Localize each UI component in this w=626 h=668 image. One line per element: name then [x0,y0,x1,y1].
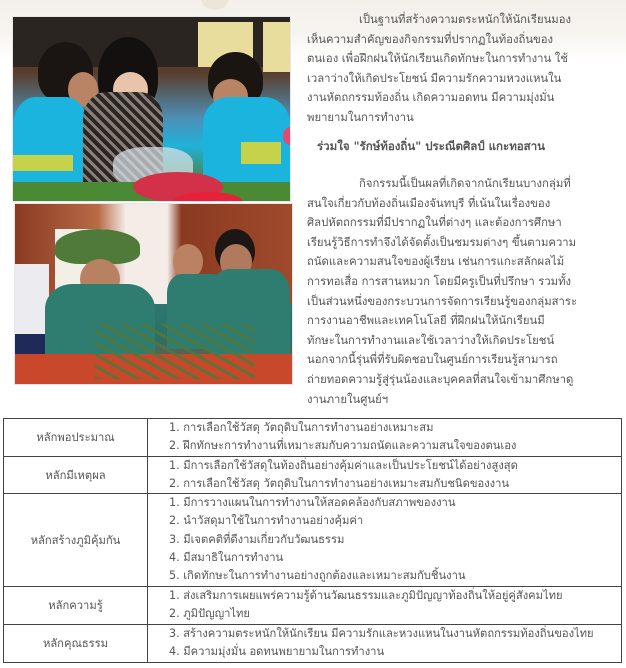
list-item: 1. มีการวางแผนในการทำงานให้สอดคล้องกับสภาพของงาน [169,496,456,510]
body-line: ศิลปหัตถกรรมที่มีปรากฏในที่ต่างๆ และต้องการศึกษา [307,216,562,230]
list-item: 2. การเลือกใช้วัสดุ วัตถุดิบในการทำงานอย่างเหมาะสมกับชนิดของงาน [169,476,510,490]
body-line: การงานอาชีพและเทคโนโลยี ที่ฝึกฝนให้นักเรียนมี [307,314,545,328]
list-item: 1. มีการเลือกใช้วัสดุในท้องถิ่นอย่างคุ้มค่าและเป็นประโยชน์ได้อย่างสูงสุด [169,458,518,472]
table-row [4,624,622,662]
table-row [4,456,622,494]
body-line [307,174,607,194]
list-item: 1. การเลือกใช้วัสดุ วัตถุดิบในการทำงานอย่างเหมาะสม [169,421,434,434]
list-item: 3. สร้างความตระหนักให้นักเรียน มีความรักและหวงแหนในงานหัตถกรรมท้องถิ่นของไทย [169,626,594,640]
intro-line: งานหัตถกรรมท้องถิ่น เกิดความอดทน มีความมุ่งมั่น [307,91,555,105]
body-line: เป็นส่วนหนึ่งของกระบวนการจัดการเรียนรู้ของกลุ่มสาระ [307,294,578,308]
body-line: ถนัดและความสนใจของผู้เรียน เช่นการแกะสลักผลไม้ [307,255,565,269]
intro-line-text: เป็นฐานที่สร้างความตระหนักให้นักเรียนมอง [359,13,572,26]
intro-line [307,10,607,30]
list-item: 3. มีเจตคติที่ดีงามเกี่ยวกับวัฒนธรรม [169,532,345,546]
body-line: การทอเสื่อ การสานหมวก โดยมีครูเป็นที่ปรึกษา รวมทั้ง [307,274,572,288]
body-line: งานภายในศูนย์ฯ [307,392,389,406]
list-item: 2. ฝึกทักษะการทำงานที่เหมาะสมกับความถนัดและความสนใจของตนเอง [169,439,517,453]
table-row [4,419,622,457]
photo-garland-making [12,16,291,202]
body-line: ทักษะในการทำงานและใช้เวลาว่างให้เกิดประโยชน์ [307,333,555,347]
intro-paragraph [307,10,607,128]
body-line-text: กิจกรรมนี้เป็นผลที่เกิดจากนักเรียนบางกลุ่มที่ [359,177,571,190]
sufficiency-principles-table [3,418,622,663]
list-item: 5. เกิดทักษะในการทำงานอย่างถูกต้องและเหมาะสมกับชิ้นงาน [169,569,466,583]
intro-line: พยายามในการทำงาน [307,110,414,124]
table-row [4,494,622,586]
principle-label: หลักความรู้ [4,586,148,624]
principle-label: หลักสร้างภูมิคุ้มกัน [4,494,148,586]
list-item: 1. ส่งเสริมการเผยแพร่ความรู้ด้านวัฒนธรรมและภูมิปัญญาท้องถิ่นให้อยู่คู่สังคมไทย [169,588,563,602]
body-line: นอกจากนี้รุ่นพี่ที่รับผิดชอบในศูนย์การเรียนรู้สามารถ [307,353,558,367]
principle-label: หลักมีเหตุผล [4,456,148,494]
list-item: 2. ภูมิปัญญาไทย [169,607,250,621]
intro-line: ตนเอง เพื่อฝึกฝนให้นักเรียนเกิดทักษะในการทำงาน ใช้ [307,52,568,66]
intro-line: เวลาว่างให้เกิดประโยชน์ มีความรักความหวงแหนใน [307,71,562,85]
intro-line: เห็นความสำคัญของกิจกรรมที่ปรากฏในท้องถิ่นของ [307,32,554,46]
body-line: เรียนรู้วิธีการทำจึงได้จัดตั้งเป็นชมรมต่างๆ ขึ้นตามความ [307,235,577,249]
principle-items [148,456,622,494]
principle-items [148,494,622,586]
list-item: 2. นำวัสดุมาใช้ในการทำงานอย่างคุ้มค่า [169,514,364,528]
principle-label: หลักพอประมาณ [4,419,148,457]
body-line: ถ่ายทอดความรู้สู่รุ่นน้องและบุคคลที่สนใจเข้ามาศึกษาดู [307,372,574,386]
photo-scouts-weaving [14,203,293,385]
body-paragraph [307,174,607,409]
list-item: 4. มีสมาธิในการทำงาน [169,551,284,565]
section-heading: ร่วมใจ "รักษ์ท้องถิ่น" ประณีตศิลป์ แกะทอสาน [317,139,546,153]
principle-items [148,586,622,624]
principle-label: หลักคุณธรรม [4,624,148,662]
list-item: 4. มีความมุ่งมั่น อดทนพยายามในการทำงาน [169,645,385,659]
principle-items [148,419,622,457]
principle-items [148,624,622,662]
body-line: สนใจเกี่ยวกับท้องถิ่นเมืองจันทบุรี ที่เน้นในเรื่องของ [307,196,551,210]
table-row [4,586,622,624]
